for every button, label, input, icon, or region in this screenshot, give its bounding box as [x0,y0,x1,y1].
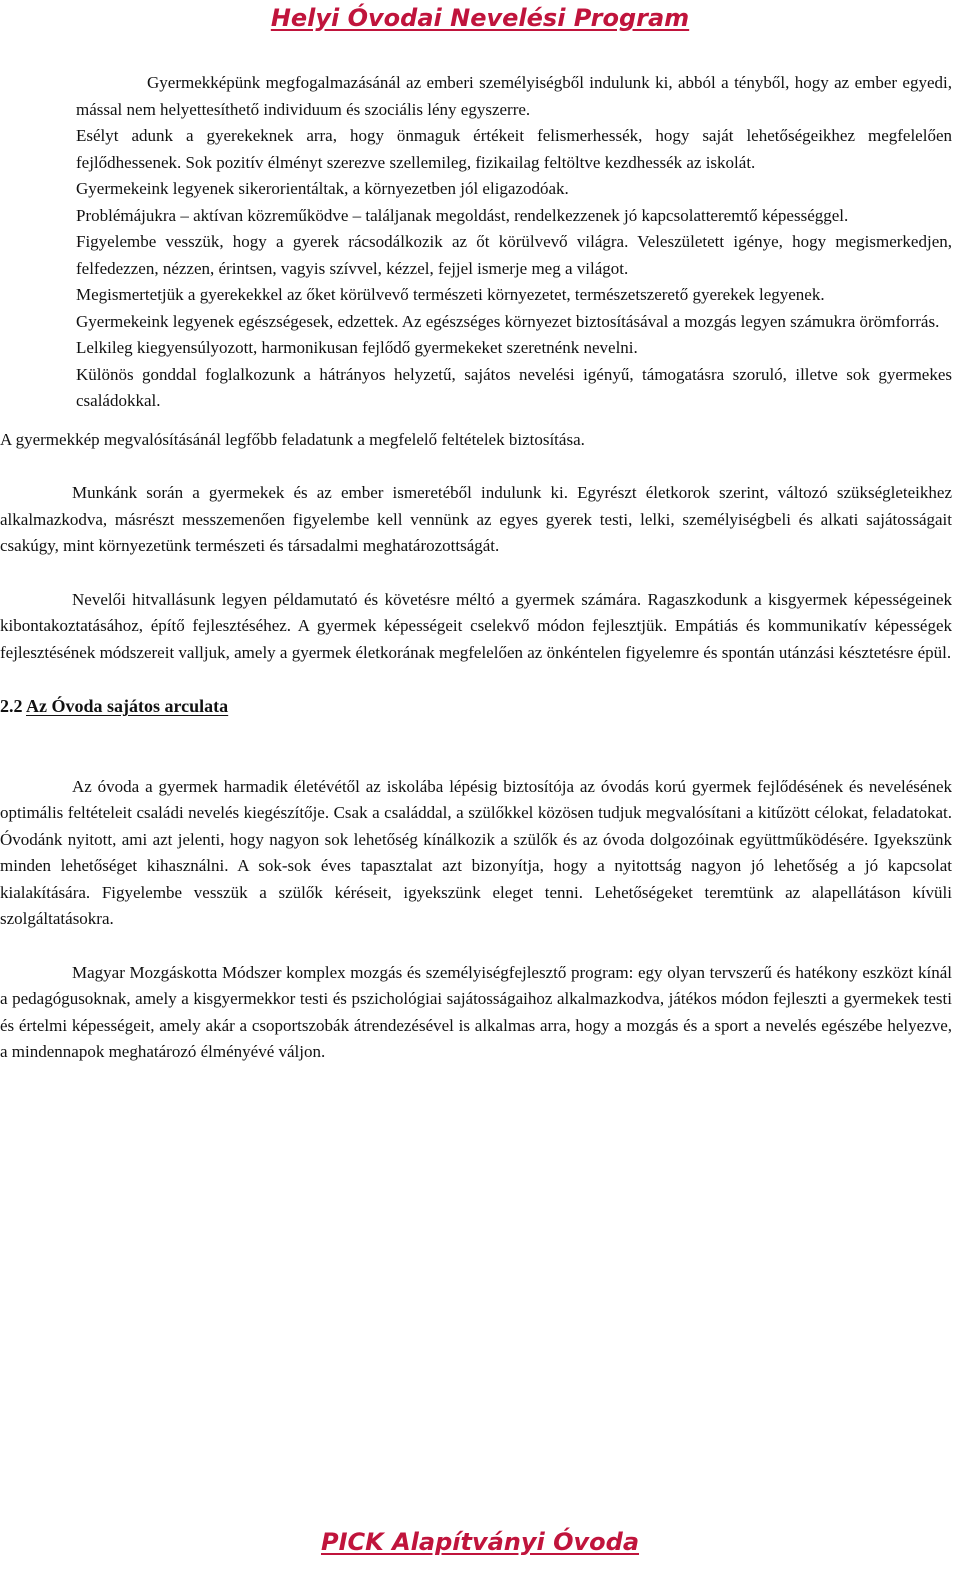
intro-paragraph: Gyermekeink legyenek egészségesek, edzettek. Az egészséges környezet biztosításával a mozgás legyen számukra örömforrás. [76,311,940,331]
section-heading [0,693,952,720]
section-number: 2.2 [0,696,23,716]
intro-paragraph: Esélyt adunk a gyerekeknek arra, hogy önmaguk értékeit felismerhessék, hogy saját lehetőségeikhez megfelelően fejlődhessenek. Sok pozitív élményt szerezve szellemileg, fizikailag feltöltve kezdhessék az iskolát. [76,126,952,172]
intro-paragraph: Figyelembe vesszük, hogy a gyerek rácsodálkozik az őt körülvevő világra. Veleszületett igénye, hogy megismerkedjen, felfedezzen, nézzen, érintsen, vagyis szívvel, kézzel, fejjel ismerje meg a világot. [76,232,952,278]
work-paragraph: Munkánk során a gyermekek és az ember ismeretéből indulunk ki. Egyrészt életkorok szerint, változó szükségleteikhez alkalmazkodva, másrészt messzemenően figyelembe kell vennünk az egyes gyerek testi, lelki, személyiségbeli és alkati sajátosságait csakúgy, mint környezetünk természeti és társadalmi meghatározottságát. [0,483,952,555]
intro-block [0,70,952,415]
section-paragraph: Az óvoda a gyermek harmadik életévétől az iskolába lépésig biztosítója az óvodás korú gyermek fejlődésének és nevelésének optimális feltételeit családi nevelés kiegészítője. Csak a családdal, a szülőkkel közösen tudjuk megvalósítani a kitűzött célokat, feladatokat. Óvodánk nyitott, ami azt jelenti, hogy nagyon sok lehetőség kínálkozik a szülők és az óvoda dolgozóinak együttműködésére. Igyekszünk minden lehetőséget kihasználni. A sok-sok éves tapasztalat azt bizonyítja, hogy a nyitottság nagyon jó lehetőség a jó kapcsolat kialakítására. Figyelembe vesszük a szülők kéréseit, igyekszünk eleget tenni. Lehetőségeket teremtünk az alapellátáson kívüli szolgáltatásokra. [0,776,952,928]
document-body [0,70,952,1066]
page-footer-title: PICK Alapítványi Óvoda [320,1528,640,1556]
attitude-paragraph: Nevelői hitvallásunk legyen példamutató és követésre méltó a gyermek számára. Ragaszkodunk a kisgyermek képességeinek kibontakoztatásához, építő fejlesztéséhez. A gyermek képességeit cselekvő módon fejlesztjük. Empátiás és kommunikatív képességek fejlesztésének módszereit valljuk, amely a gyermek életkorának megfelelően az önkéntelen figyelemre és spontán utánzási késztetésre épül. [0,589,952,662]
section-paragraph: Magyar Mozgáskotta Módszer komplex mozgás és személyiségfejlesztő program: egy olyan tervszerű és hatékony eszközt kínál a pedagógusoknak, amely a kisgyermekkor testi és pszichológiai sajátosságaihoz alkalmazkodva, játékos módon fejleszti a gyermekek testi és értelmi képességeit, amely akár a csoportszobák átrendezésével is alkalmas arra, hogy a mozgás és a sport a nevelés egészébe helyezve, a mindennapok meghatározó élményévé váljon. [0,962,952,1061]
summary-statement: A gyermekkép megvalósításánál legfőbb feladatunk a megfelelő feltételek biztosítása. [0,429,585,449]
intro-paragraph: Megismertetjük a gyerekekkel az őket körülvevő természeti környezetet, természetszerető gyerekek legyenek. [76,285,825,304]
intro-paragraph: Különös gonddal foglalkozunk a hátrányos helyzetű, sajátos nevelési igényű, támogatásra szoruló, illetve sok gyermekes családokkal. [76,364,952,410]
intro-paragraph: Gyermekképünk megfogalmazásánál az emberi személyiségből indulunk ki, abból a tényből, hogy az ember egyedi, mással nem helyettesíthető individuum és szociális lény egyszerre. [76,73,952,119]
intro-paragraph: Lelkileg kiegyensúlyozott, harmonikusan fejlődő gyermekeket szeretnénk nevelni. [76,338,638,357]
page-header-title: Helyi Óvodai Nevelési Program [270,4,690,32]
intro-paragraph: Gyermekeink legyenek sikerorientáltak, a környezetben jól eligazodóak. [76,179,569,198]
section-title: Az Óvoda sajátos arculata [26,696,229,716]
intro-paragraph: Problémájukra – aktívan közreműködve – találjanak megoldást, rendelkezzenek jó kapcsolatteremtő képességgel. [76,205,849,225]
